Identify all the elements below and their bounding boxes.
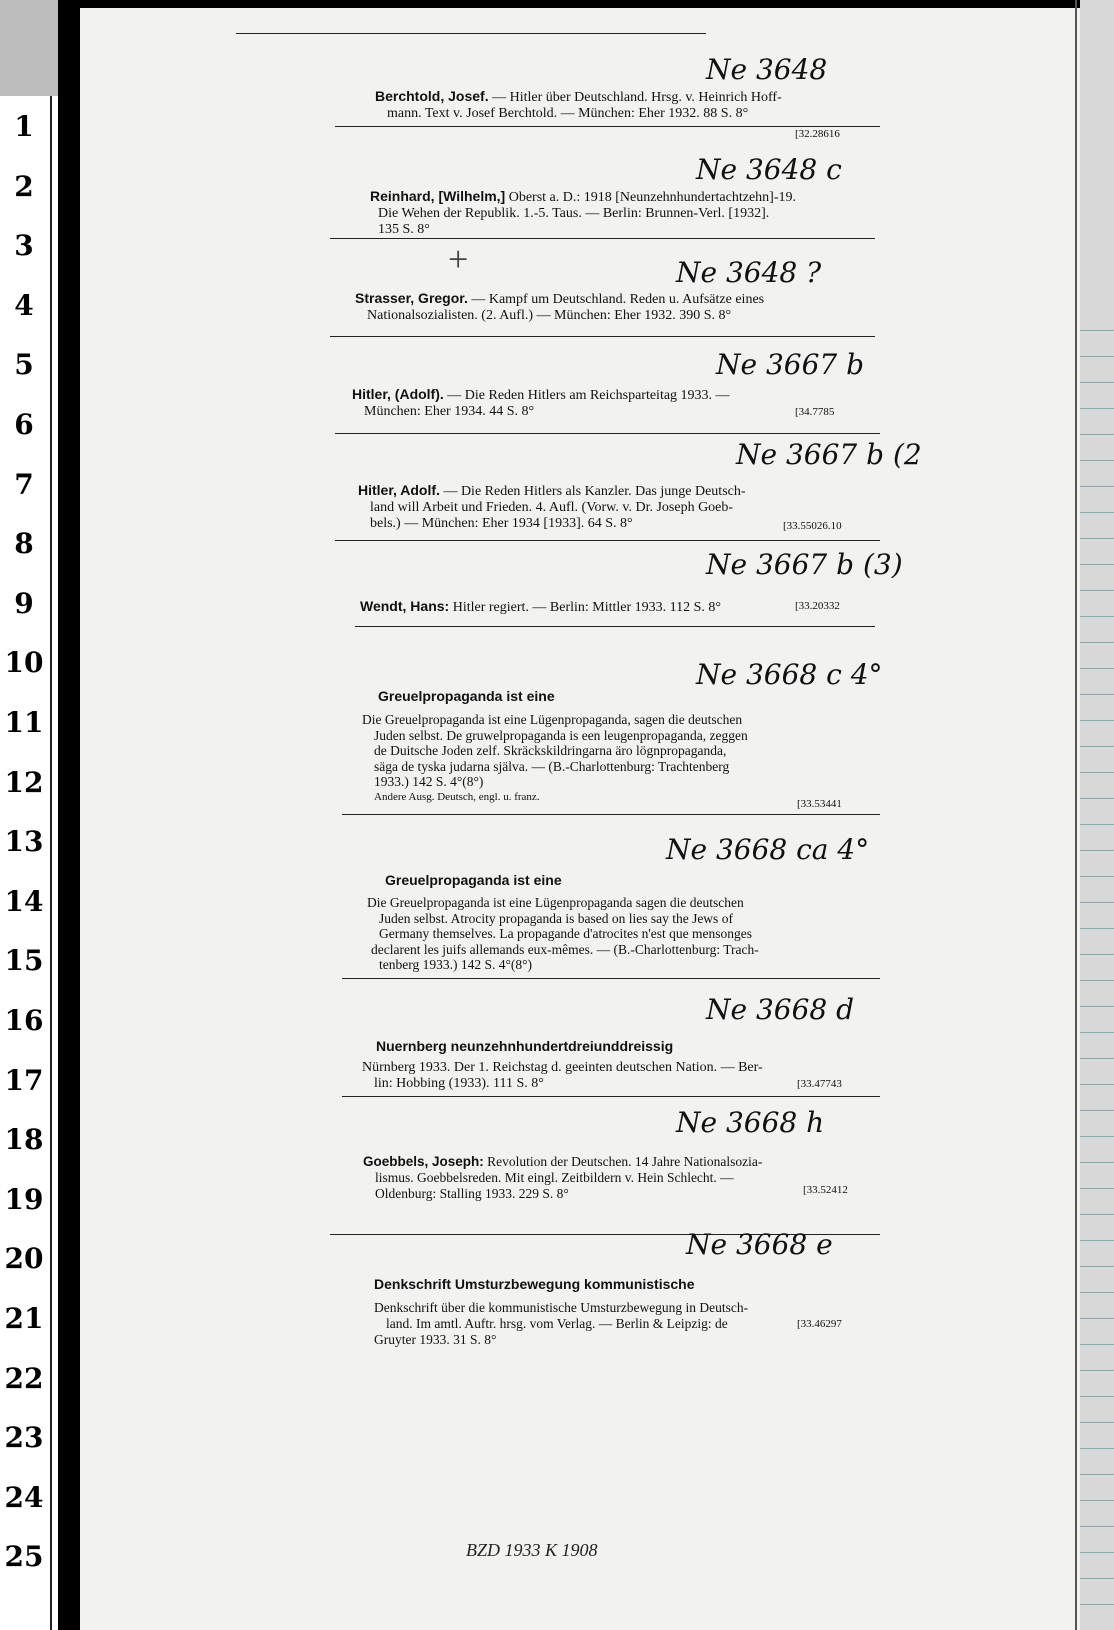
call-number: [33.20332 [795,600,840,612]
shelf-mark: Ne 3648 ? [676,256,822,289]
catalog-entry [374,1276,695,1292]
catalog-entry-body [367,895,759,973]
ruler-number: 22 [4,1361,44,1395]
entry-line: — Hitler über Deutschland. Hrsg. v. Heinrich Hoff- [492,90,782,105]
ledger-line [1080,954,1114,955]
entry-note: Andere Ausg. Deutsch, engl. u. franz. [374,790,540,803]
entry-line: de Duitsche Joden zelf. Skräckskildringarna äro lögnpropaganda, [374,743,727,758]
ledger-line [1080,720,1114,721]
ledger-line [1080,980,1114,981]
ledger-line [1080,1604,1114,1605]
ledger-line [1080,1188,1114,1189]
ruler-number: 23 [4,1421,44,1455]
entry-line: Nürnberg 1933. Der 1. Reichstag d. geeinten deutschen Nation. — Ber- [362,1060,763,1075]
shelf-mark: Ne 3667 b (3) [706,548,903,581]
ledger-line [1080,1500,1114,1501]
ledger-line [1080,1266,1114,1267]
ruler-number: 25 [4,1540,44,1574]
call-number: [33.47743 [797,1078,842,1090]
entry-heading: Denkschrift Umsturzbewegung kommunistische [374,1276,695,1292]
top-rule [236,33,706,34]
ledger-line [1080,408,1114,409]
catalog-entry [375,88,782,122]
entry-heading: Nuernberg neunzehnhundertdreiunddreissig [376,1038,674,1054]
ledger-line [1080,1552,1114,1553]
entry-heading: Greuelpropaganda ist eine [385,872,562,888]
entry-line: säga de tyska judarna själva. — (B.-Charlottenburg: Trachtenberg [374,758,730,774]
entry-line: Die Greuelpropaganda ist eine Lügenpropaganda sagen die deutschen [367,895,744,910]
ruler-number: 11 [4,706,44,739]
shelf-mark: Ne 3668 ca 4° [666,833,870,866]
cross-mark: + [448,239,469,279]
entry-rule [342,1096,880,1097]
ruler-number: 6 [14,408,34,441]
ledger-line [1080,1344,1114,1345]
ledger-line [1080,1448,1114,1449]
ruler-number: 1 [14,110,34,143]
catalog-entry [376,1038,673,1054]
entry-line: Denkschrift über die kommunistische Umsturzbewegung in Deutsch- [374,1300,749,1315]
entry-heading: Reinhard, [Wilhelm,] [370,188,506,204]
ruler-number: 7 [14,467,34,501]
ledger-line [1080,1058,1114,1059]
ruler-number: 21 [4,1302,44,1335]
ruler-number: 18 [4,1123,44,1157]
ledger-line [1080,616,1114,617]
ledger-line [1080,1318,1114,1319]
ledger-line [1080,876,1114,877]
ledger-line [1080,356,1114,357]
entry-line: 1933.) 142 S. 4°(8°) [374,774,484,789]
entry-heading: Hitler, Adolf. [358,482,440,498]
ledger-line [1080,1370,1114,1371]
entry-line: land will Arbeit und Frieden. 4. Aufl. (Vorw. v. Dr. Joseph Goeb- [370,500,734,515]
ruler-number: 2 [14,169,34,203]
shelf-mark: Ne 3667 b [716,348,865,381]
entry-line: — Kampf um Deutschland. Reden u. Aufsätze eines [471,292,765,307]
ledger-line [1080,486,1114,487]
ruler-number: 10 [4,646,44,680]
ledger-line [1080,694,1114,695]
ledger-line [1080,642,1114,643]
catalog-entry [352,386,730,420]
ledger-line [1080,330,1114,331]
call-number: [33.46297 [797,1318,842,1330]
ledger-line [1080,1032,1114,1033]
entry-heading: Wendt, Hans: [360,598,450,614]
ruler-number: 16 [4,1004,44,1037]
entry-line: lismus. Goebbelsreden. Mit eingl. Zeitbildern v. Hein Schlecht. — [375,1170,734,1185]
entry-line: Die Wehen der Republik. 1.-5. Taus. — Berlin: Brunnen-Verl. [1932]. [378,206,770,221]
ledger-line [1080,1526,1114,1527]
entry-line: 135 S. 8° [378,222,430,237]
ledger-line [1080,512,1114,513]
ledger-line [1080,1136,1114,1137]
shelf-mark: Ne 3667 b (2 [736,438,922,471]
ledger-line [1080,434,1114,435]
adjacent-page-edge [1080,0,1114,1630]
ledger-line [1080,746,1114,747]
ledger-line [1080,1240,1114,1241]
entry-rule [330,238,875,239]
entry-rule [342,814,880,815]
entry-line: declarent les juifs allemands eux-mêmes. — (B.-Charlottenburg: Trach- [371,941,759,957]
entry-line: Hitler regiert. — Berlin: Mittler 1933. 112 S. 8° [452,600,722,615]
ruler-number: 24 [4,1480,44,1514]
shelf-mark: Ne 3648 c [696,153,842,186]
ledger-line [1080,668,1114,669]
entry-line: Oberst a. D.: 1918 [Neunzehnhundertachtzehn]-19. [508,190,797,205]
ledger-line [1080,460,1114,461]
call-number: [34.7785 [795,406,835,418]
entry-heading: Greuelpropaganda ist eine [378,688,555,704]
ledger-line [1080,1474,1114,1475]
call-number: [33.52412 [803,1184,848,1196]
entry-line: Juden selbst. Atrocity propaganda is based on lies say the Jews of [379,910,733,926]
ledger-line [1080,798,1114,799]
catalog-entry [358,482,746,532]
catalog-entry [385,872,562,888]
entry-line: land. Im amtl. Auftr. hrsg. vom Verlag. — Berlin & Leipzig: de [386,1316,728,1331]
ledger-line [1080,928,1114,929]
catalog-entry [370,188,796,238]
entry-line: Die Greuelpropaganda ist eine Lügenpropaganda, sagen die deutschen [362,712,743,727]
catalog-entry [355,290,764,324]
entry-heading: Goebbels, Joseph: [363,1154,484,1169]
entry-heading: Berchtold, Josef. [375,88,489,104]
ledger-line [1080,382,1114,383]
call-number: [33.55026.10 [783,520,842,532]
shelf-mark: Ne 3668 h [676,1106,825,1139]
entry-heading: Strasser, Gregor. [355,290,468,306]
entry-line: — Die Reden Hitlers am Reichsparteitag 1933. — [447,388,730,403]
ruler-number: 12 [4,765,44,799]
shelf-mark: Ne 3668 c 4° [696,658,883,691]
catalog-entry [378,688,555,704]
shelf-mark: Ne 3668 e [686,1228,833,1261]
ledger-line [1080,590,1114,591]
ledger-line [1080,850,1114,851]
ledger-line [1080,1084,1114,1085]
entry-line: Gruyter 1933. 31 S. 8° [374,1332,497,1347]
ledger-line [1080,1292,1114,1293]
ledger-line [1080,1422,1114,1423]
ruler-number: 15 [4,944,44,978]
entry-rule [355,626,875,627]
ledger-line [1080,1578,1114,1579]
catalog-entry-body [374,1300,748,1348]
entry-line: — Die Reden Hitlers als Kanzler. Das junge Deutsch- [443,484,746,499]
entry-line: tenberg 1933.) 142 S. 4°(8°) [379,957,533,972]
ledger-line [1080,1006,1114,1007]
ledger-line [1080,1162,1114,1163]
catalog-page [80,8,1114,1630]
page-number-ruler [0,0,58,1630]
catalog-entry-body [362,1060,763,1092]
entry-line: Revolution der Deutschen. 14 Jahre Nationalsozia- [487,1154,763,1169]
ledger-line [1080,1110,1114,1111]
ruler-number: 4 [14,288,34,322]
shelf-mark: Ne 3668 d [706,993,855,1026]
ledger-line [1080,564,1114,565]
entry-rule [335,433,880,434]
ruler-number: 19 [4,1182,44,1216]
ledger-line [1080,772,1114,773]
entry-line: Nationalsozialisten. (2. Aufl.) — München: Eher 1932. 390 S. 8° [367,308,732,323]
ruler-number: 17 [4,1063,44,1097]
entry-rule [335,126,880,127]
entry-line: München: Eher 1934. 44 S. 8° [364,404,535,419]
entry-heading: Hitler, (Adolf). [352,386,444,402]
ruler-number: 5 [14,348,34,382]
entry-line: Oldenburg: Stalling 1933. 229 S. 8° [375,1186,569,1201]
call-number: [33.53441 [797,798,842,810]
entry-line: mann. Text v. Josef Berchtold. — München: Eher 1932. 88 S. 8° [387,106,749,121]
ledger-line [1080,538,1114,539]
entry-rule [342,978,880,979]
ruler-number: 9 [14,586,34,620]
catalog-entry [363,1154,762,1202]
ruler-number: 14 [4,884,44,918]
shelf-mark: Ne 3648 [706,53,828,86]
ruler-number: 13 [4,825,44,859]
ruler-number: 20 [4,1242,44,1276]
entry-line: Juden selbst. De gruwelpropaganda is een leugenpropaganda, zeggen [374,727,748,743]
entry-rule [330,336,875,337]
ruler-divider [50,96,52,1630]
catalog-entry [360,598,721,616]
ruler-header [0,0,58,96]
ruler-number: 3 [14,229,34,263]
archive-stamp: BZD 1933 K 1908 [466,1540,598,1560]
entry-line: bels.) — München: Eher 1934 [1933]. 64 S. 8° [370,516,633,531]
ruler-number: 8 [14,527,34,561]
entry-line: lin: Hobbing (1933). 111 S. 8° [374,1076,544,1091]
ledger-line [1080,824,1114,825]
entry-line: Germany themselves. La propagande d'atrocites n'est que mensonges [379,926,752,941]
entry-rule [335,540,880,541]
ledger-line [1080,1214,1114,1215]
ledger-line [1080,902,1114,903]
page-edge [1075,0,1077,1630]
call-number: [32.28616 [795,128,840,140]
catalog-entry-body [362,712,748,805]
ledger-line [1080,1396,1114,1397]
